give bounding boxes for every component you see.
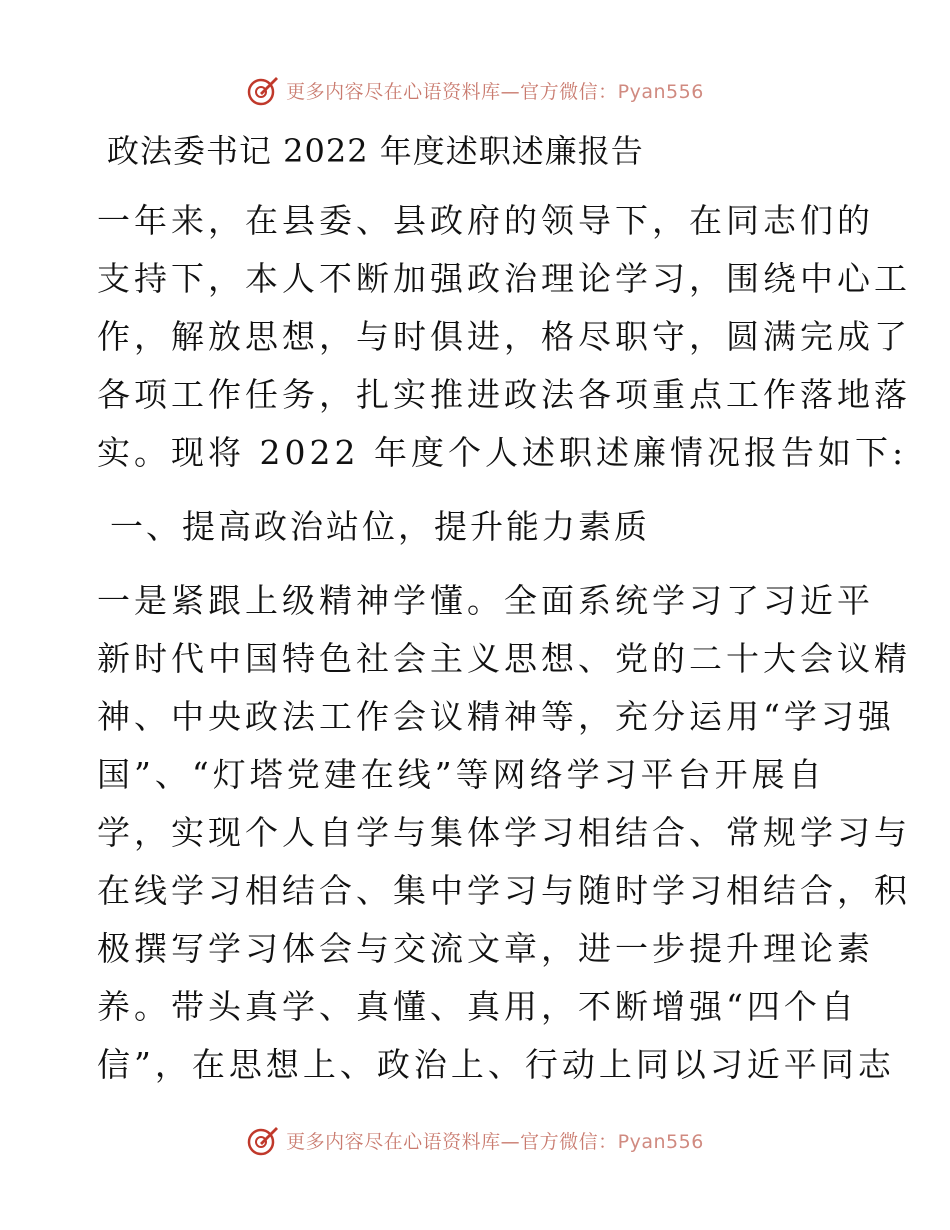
pen-logo-icon	[246, 1123, 280, 1157]
text-line: 在线学习相结合、集中学习与随时学习相结合，积	[97, 871, 911, 910]
text-line: 各项工作任务，扎实推进政法各项重点工作落地落	[97, 375, 911, 414]
watermark-text: 更多内容尽在心语资料库—官方微信：Pyan556	[286, 80, 704, 103]
text-line: 一是紧跟上级精神学懂。全面系统学习了习近平	[97, 581, 874, 620]
pen-logo-icon	[246, 73, 280, 107]
section-heading: 一、提高政治站位，提升能力素质	[110, 507, 650, 546]
paragraph-intro	[97, 192, 911, 482]
watermark-header	[0, 70, 950, 110]
watermark-footer	[0, 1120, 950, 1160]
text-line: 新时代中国特色社会主义思想、党的二十大会议精	[97, 639, 911, 678]
text-line: 作，解放思想，与时俱进，格尽职守，圆满完成了	[97, 317, 911, 356]
text-line: 支持下，本人不断加强政治理论学习，围绕中心工	[97, 259, 911, 298]
text-line: 养。带头真学、真懂、真用，不断增强“四个自	[97, 987, 858, 1026]
watermark-text: 更多内容尽在心语资料库—官方微信：Pyan556	[286, 1130, 704, 1153]
text-line: 实。现将 2022 年度个人述职述廉情况报告如下:	[97, 433, 908, 472]
text-line: 一年来，在县委、县政府的领导下，在同志们的	[97, 201, 874, 240]
text-line: 信”，在思想上、政治上、行动上同以习近平同志	[97, 1045, 895, 1084]
text-line: 极撰写学习体会与交流文章，进一步提升理论素	[97, 929, 874, 968]
document-title: 政法委书记 2022 年度述职述廉报告	[107, 132, 644, 170]
text-line: 学，实现个人自学与集体学习相结合、常规学习与	[97, 813, 911, 852]
text-line: 国”、“灯塔党建在线”等网络学习平台开展自	[97, 755, 826, 794]
paragraph-section1	[97, 572, 911, 1094]
text-line: 神、中央政法工作会议精神等，充分运用“学习强	[97, 697, 895, 736]
